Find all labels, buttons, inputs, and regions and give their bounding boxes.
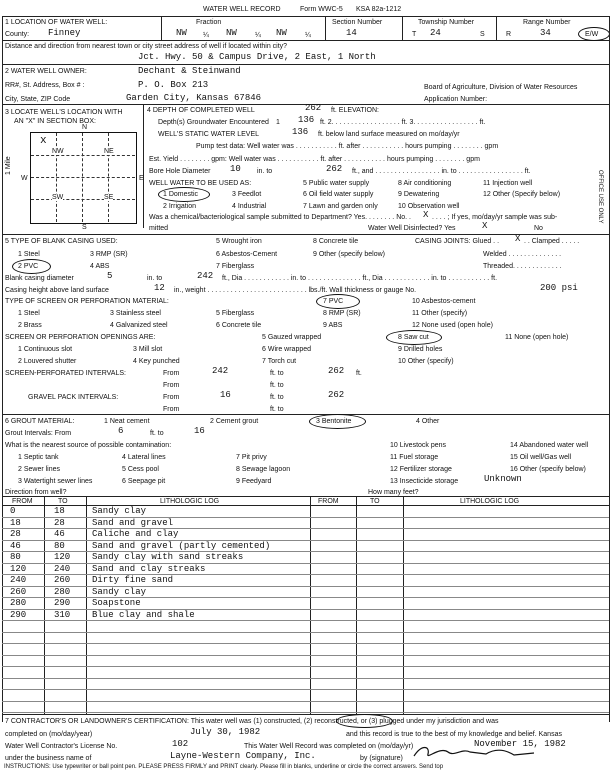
range-label: Range Number [523,19,571,26]
log-row-line [2,666,609,667]
log-to: 28 [54,517,65,528]
log-desc: Blue clay and shale [92,609,195,620]
log-to: 290 [54,598,71,608]
ew-circle [578,27,610,41]
log-from: 28 [10,529,21,539]
county-label: County: [5,31,30,38]
range-number: 34 [540,28,551,38]
log-to: 80 [54,540,65,551]
log-to: 260 [54,575,71,585]
location-mark: x [40,135,47,147]
bore-depth: 262 [326,164,343,174]
well-record-form: WATER WELL RECORD Form WWC-5 KSA 82a-1212 1 LOCATION OF WATER WELL: County: Finney Fraction NW ¼ NW ¼ NW ¼ Section Number 14 Township Number T 24 S Range Number R 34 E/W Distance and direction from nearest town or city street address of well if located within city? Jct. Hwy. 50 & Campus Drive, 2 East, 1 North 2 WATER WELL OWNER: Dechant & Steinwand RR#, St. Address, Box # : P. O. Box 213 City, State, ZIP Code Garden City, Kansas 67846 Board of Agriculture, Division of Water Resources Application Number: 3 LOCATE WELL'S LOCATION WITH AN "X" IN SECTION BOX: N S W E NW NE SW SE x 1 Mile 4 DEPTH OF COMPLETED WELL 262 ft. ELEVATION: Depth(s) Groundwater Encountered 1 136 ft. 2. . . . . . . . . . . . . . . . . . ft. 3. . . . . . . . . . . . . . . . . ft. WELL'S STATIC WATER LEVEL 136 ft. below land surface measured on mo/day/yr Pump test data: Well water was . . . . . . . . . . . ft. after . . . . . . . . . . . hours pumping . . . . . . . . gpm Est. Yield . . . . . . . . gpm: Well water was . . . . . . . . . . . ft. after . . . . . . . . . . . hours pumping . . . . . . . . gpm Bore Hole Diameter 10 in. to 262 ft., and . . . . . . . . . . . . . . . . . in. to . . . . . . . . . . . . . . . . . ft. WELL WATER TO BE USED AS: 1 Domestic 3 Feedlot 5 Public water supply 8 Air conditioning 11 Injection well 2 Irrigation 4 Industrial 6 Oil field water supply 9 Dewatering 12 Other (Specify below) 7 Lawn and garden only 10 Observation well Was a chemical/bacteriological sample submitted to Department? Yes. . . . . . . . No. . X . . . . ; If yes, mo/day/yr sample was sub- mitted Water Well Disinfected? Yes X No 5 TYPE OF BLANK CASING USED: 1 Steel 2 PVC 3 RMP (SR) 4 ABS 5 Wrought iron 6 Asbestos-Cement 7 Fiberglass 8 Concrete tile 9 Other (specify below) CASING JOINTS: Glued . . X . . Clamped . . . . . Welded . . . . . . . . . . . . . . Threaded. . . . . . . . . . . . . Blank casing diameter 5 in. to 242 ft., Dia . . . . . . . . . . . . in. to . . . . . . . . . . . . . . ft., Dia . . . . . . . . . . . . in. to . . . . . . . . . . . ft. Casing height above land surface 12 in., weight . . . . . . . . . . . . . . . . . . . . . . . . . . lbs./ft. Wall thickness or gauge No. 200 psi TYPE OF SCREEN OR PERFORATION MATERIAL: 7 PVC 10 Asbestos-cement 1 Steel 3 Stainless steel 5 Fiberglass 8 RMP (SR) 11 Other (specify) 2 Brass 4 Galvanized steel 6 Concrete tile 9 ABS 12 None used (open hole) SCREEN OR PERFORATION OPENINGS ARE: 5 Gauzed wrapped 8 Saw cut 11 None (open hole) 1 Continuous slot 3 Mill slot 6 Wire wrapped 9 Drilled holes 2 Louvered shutter 4 Key punched 7 Torch cut 10 Other (specify) SCREEN-PERFORATED INTERVALS: From 242 ft. to 262 ft. From ft. to GRAVEL PACK INTERVALS: From 16 ft. to 262 From ft. to 6 GROUT MATERIAL: 1 Neat cement 2 Cement grout 3 Bentonite 4 Other Grout Intervals: From 6 ft. to 16 What is the nearest source of possible contamination: 10 Livestock pens 14 Abandoned water well 1 Septic tank 4 Lateral lines 7 Pit privy 11 Fuel storage 15 Oil well/Gas well 2 Sewer lines 5 Cess pool 8 Sewage lagoon 12 Fertilizer storage 16 Other (specify below) 3 Watertight sewer lines 6 Seepage pit 9 Feedyard 13 Insecticide storage Unknown Direction from well? How many feet? FROM TO LITHOLOGIC LOG FROM TO LITHOLOGIC LOG 0 18 Sandy clay 18 28 Sand and gravel 28 46 Caliche and clay 46 80 Sand and gravel (partly cemented) 80 120 Sandy clay with sand streaks 120 240 Sand and clay streaks 240 260 Dirty fine sand 260 280 Sandy clay 280 290 Soapstone 290 310 Blue clay and shale 7 CONTRACTOR'S OR LANDOWNER'S CERTIFICATION: This water well was (1) constructed, (2) reconstructed, or (3) plugged under my jurisdiction and was completed on (mo/day/year) July 30, 1982 and this record is true to the best of my knowledge and belief. Kansas Water Well Contractor's License No. 102 This Water Well Record was completed on (mo/day/yr) November 15, 1982 under the business name of Layne-Western Company, Inc. by (signature) INSTRUCTIONS: Use typewriter or ball point pen. PLEASE PRESS FIRMLY and PRINT clearly. Please fill in blanks, underline or circle the correct answers. Send top OFFICE USE ONLY [0,0,611,771]
domestic-circle [158,187,210,202]
log-row-line [2,643,609,644]
city-label: City, State, ZIP Code [5,96,71,103]
static-level: 136 [292,127,309,137]
log-to: 280 [54,586,71,597]
county-value: Finney [48,28,81,38]
log-desc: Sandy clay with sand streaks [92,552,244,562]
log-from: 280 [10,598,27,608]
log-row-line [2,678,609,679]
east-west: E/W [585,31,599,38]
application-label: Application Number: [424,96,488,103]
contamination-unknown: Unknown [484,474,522,484]
log-row-line [2,712,609,713]
constructed-circle [336,714,393,728]
owner-name: Dechant & Steinwand [138,66,241,76]
perf-from: 242 [212,366,229,376]
log-row-line [2,632,609,633]
groundwater-depth: 136 [298,115,315,125]
distance-value: Jct. Hwy. 50 & Campus Drive, 2 East, 1 North [138,52,376,62]
log-from: 18 [10,517,21,528]
bentonite-circle [309,414,366,429]
township-number: 24 [430,28,441,38]
gravel-from: 16 [220,390,231,400]
log-desc: Sandy clay [92,586,147,597]
screen-pvc-circle [316,294,360,309]
casing-height: 12 [154,283,165,293]
license-number: 102 [172,739,189,749]
board-label: Board of Agriculture, Division of Water Resources [424,84,578,91]
log-to: 240 [54,563,71,574]
section-number: 14 [346,28,357,38]
business-name: Layne-Western Company, Inc. [170,751,316,761]
log-from: 80 [10,552,21,562]
log-desc: Soapstone [92,598,141,608]
fraction-q1: NW [176,28,187,38]
log-desc: Dirty fine sand [92,575,174,585]
section-2-label: 2 WATER WELL OWNER: [5,68,87,75]
log-desc: Sandy clay [92,506,147,516]
city-value: Garden City, Kansas 67846 [126,93,262,103]
casing-diameter: 5 [107,271,113,281]
pvc-circle [12,259,51,274]
statute: KSA 82a-1212 [356,6,402,13]
office-use-label: OFFICE USE ONLY [597,170,603,224]
signature [410,744,540,760]
log-desc: Sand and gravel [92,517,174,528]
distance-label: Distance and direction from nearest town or city street address of well if located within city? [5,43,288,50]
log-from: 290 [10,609,27,620]
log-row-line [2,689,609,690]
log-from: 240 [10,575,27,585]
log-desc: Sand and gravel (partly cemented) [92,540,271,551]
wall-gauge: 200 psi [540,283,578,293]
grout-from: 6 [118,426,124,436]
saw-cut-circle [386,330,442,345]
log-from: 0 [10,506,16,516]
form-number: Form WWC-5 [300,6,343,13]
log-from: 120 [10,563,27,574]
log-to: 310 [54,609,71,620]
certification: 7 CONTRACTOR'S OR LANDOWNER'S CERTIFICATION: This water well was (1) constructed, (2) reconstructed, or (3) plugged under my jurisdiction and was [5,718,499,725]
log-to: 120 [54,552,71,562]
record-date: November 15, 1982 [474,739,566,749]
gravel-to: 262 [328,390,345,400]
address-value: P. O. Box 213 [138,80,209,90]
fraction-label: Fraction [196,19,222,26]
bore-diameter: 10 [230,164,241,174]
form-title: WATER WELL RECORD [203,6,281,13]
log-desc: Caliche and clay [92,529,179,539]
fraction-q2: NW [226,28,237,38]
log-to: 18 [54,506,65,516]
section-number-label: Section Number [332,19,383,26]
log-from: 46 [10,540,21,551]
log-to: 46 [54,529,65,539]
completion-date: July 30, 1982 [190,727,261,737]
township-label: Township Number [418,19,475,26]
log-from: 260 [10,586,27,597]
perf-to: 262 [328,366,345,376]
log-row-line [2,655,609,656]
address-label: RR#, St. Address, Box # : [5,82,85,89]
section-3-label: 3 LOCATE WELL'S LOCATION WITH [5,109,123,116]
depth-label: 4 DEPTH OF COMPLETED WELL [147,107,255,114]
log-row-line [2,701,609,702]
section-1-label: 1 LOCATION OF WATER WELL: [5,19,108,26]
grout-to: 16 [194,426,205,436]
depth-value: 262 [305,103,322,113]
instructions: INSTRUCTIONS: Use typewriter or ball point pen. PLEASE PRESS FIRMLY and PRINT clearly. Please fill in blanks, underline or circle the correct answers. Send top [4,764,444,770]
log-row-line [2,620,609,621]
fraction-q3: NW [276,28,287,38]
casing-depth: 242 [197,271,214,281]
log-desc: Sand and clay streaks [92,563,206,574]
